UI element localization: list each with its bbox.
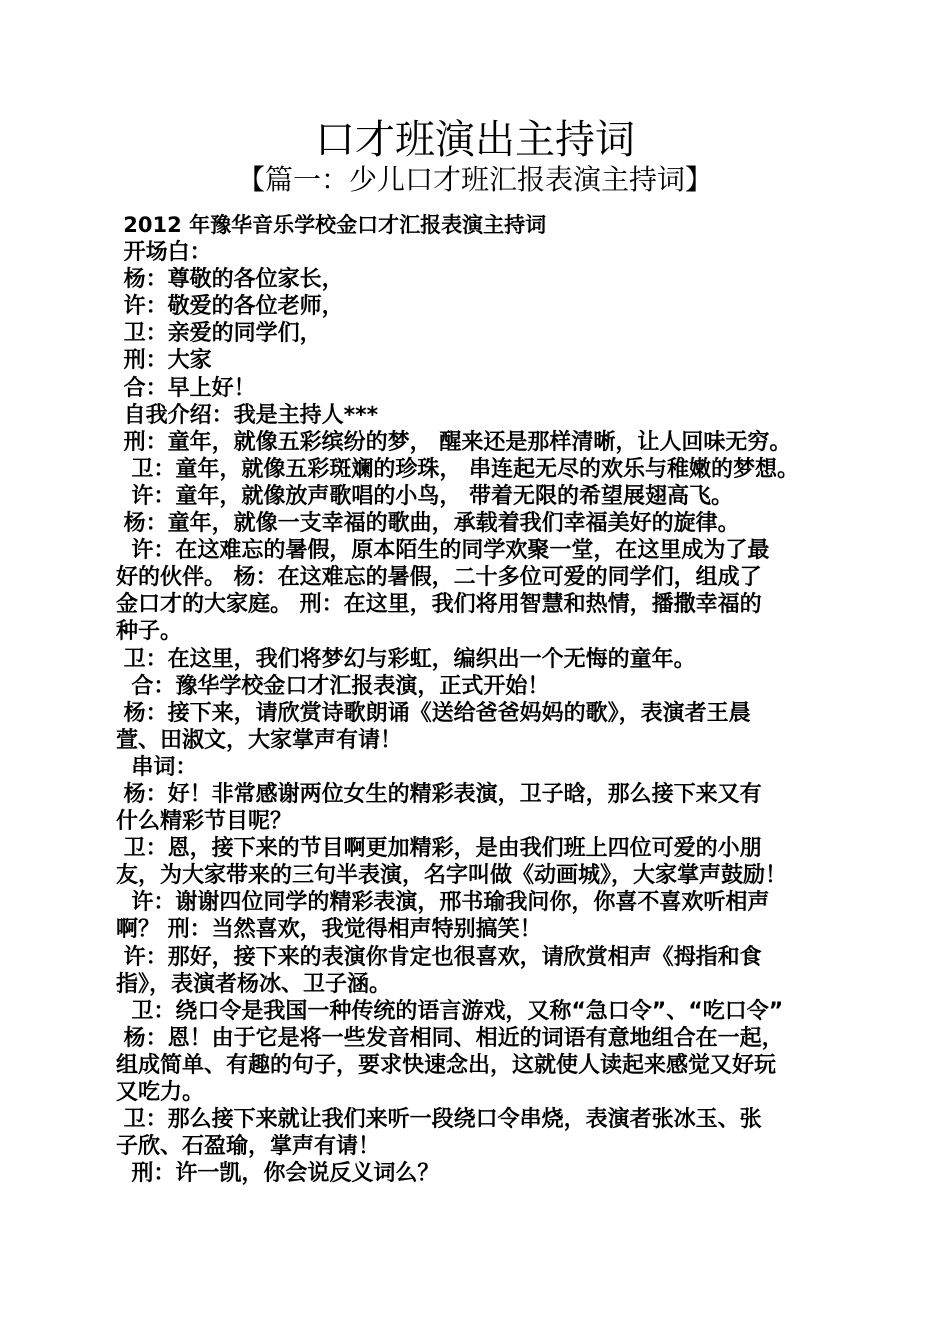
- body-line: 卫：在这里，我们将梦幻与彩虹，编织出一个无悔的童年。: [116, 646, 696, 672]
- body-line: 许：敬爱的各位老师，: [116, 294, 344, 320]
- body-line: 自我介绍：我是主持人***: [116, 402, 379, 428]
- body-line: 串词：: [116, 754, 198, 780]
- body-line: 杨：接下来，请欣赏诗歌朗诵《送给爸爸妈妈的歌》，表演者王晨: [116, 700, 751, 726]
- body-line: 杨：恩！由于它是将一些发音相同、相近的词语有意地组合在一起，: [116, 1025, 784, 1051]
- body-line: 萱、田淑文，大家掌声有请！: [116, 727, 403, 753]
- body-line: 卫：恩，接下来的节目啊更加精彩，是由我们班上四位可爱的小朋: [116, 836, 762, 862]
- body-line: 许：谢谢四位同学的精彩表演，邢书瑜我问你，你喜不喜欢听相声: [116, 890, 770, 916]
- body-line: 啊？ 刑：当然喜欢，我觉得相声特别搞笑！: [116, 917, 542, 943]
- body-line: 什么精彩节目呢？: [116, 809, 293, 835]
- body-line: 金口才的大家庭。 刑：在这里，我们将用智慧和热情，播撒幸福的: [116, 592, 762, 618]
- body-line: 卫：那么接下来就让我们来听一段绕口令串烧，表演者张冰玉、张: [116, 1107, 762, 1133]
- body-line: 卫：童年，就像五彩斑斓的珍珠， 串连起无尽的欢乐与稚嫩的梦想。: [116, 456, 799, 482]
- document-subtitle: 【篇一：少儿口才班汇报表演主持词】: [236, 163, 713, 196]
- body-line: 合：早上好！: [116, 375, 256, 401]
- body-line: 杨：好！非常感谢两位女生的精彩表演，卫子晗，那么接下来又有: [116, 781, 762, 807]
- body-line: 杨：尊敬的各位家长，: [116, 267, 344, 293]
- body-line: 子欣、石盈瑜，掌声有请！: [116, 1134, 381, 1160]
- document-title: 口才班演出主持词: [315, 117, 635, 163]
- body-line: 许：在这难忘的暑假，原本陌生的同学欢聚一堂，在这里成为了最: [116, 538, 770, 564]
- body-line: 卫：亲爱的同学们，: [116, 321, 322, 347]
- body-line: 开场白：: [116, 240, 212, 266]
- body-line: 合：豫华学校金口才汇报表演，正式开始！: [116, 673, 550, 699]
- body-line: 友，为大家带来的三句半表演，名字叫做《动画城》，大家掌声鼓励！: [116, 863, 788, 889]
- body-line: 许：那好，接下来的表演你肯定也很喜欢，请欣赏相声《拇指和食: [116, 944, 762, 970]
- body-line: 刑：大家: [116, 348, 212, 374]
- body-line: 指》，表演者杨冰、卫子涵。: [116, 971, 392, 997]
- body-line: 刑：童年，就像五彩缤纷的梦， 醒来还是那样清晰，让人回味无穷。: [116, 429, 792, 455]
- body-line: 组成简单、有趣的句子，要求快速念出，这就使人读起来感觉又好玩: [116, 1052, 777, 1078]
- document-body: [116, 212, 856, 1187]
- body-heading: 2012 年豫华音乐学校金口才汇报表演主持词: [116, 213, 547, 237]
- body-line: 好的伙伴。 杨：在这难忘的暑假，二十多位可爱的同学们，组成了: [116, 565, 762, 591]
- body-line: 许：童年，就像放声歌唱的小鸟， 带着无限的希望展翅高飞。: [116, 483, 733, 509]
- body-line: 杨：童年，就像一支幸福的歌曲，承载着我们幸福美好的旋律。: [116, 511, 740, 537]
- body-line: 卫：绕口令是我国一种传统的语言游戏，又称“急口令”、“吃口令”: [116, 998, 784, 1024]
- body-line: 刑：许一凯，你会说反义词么？: [116, 1161, 440, 1187]
- body-line: 又吃力。: [116, 1080, 205, 1105]
- body-line: 种子。: [116, 619, 183, 645]
